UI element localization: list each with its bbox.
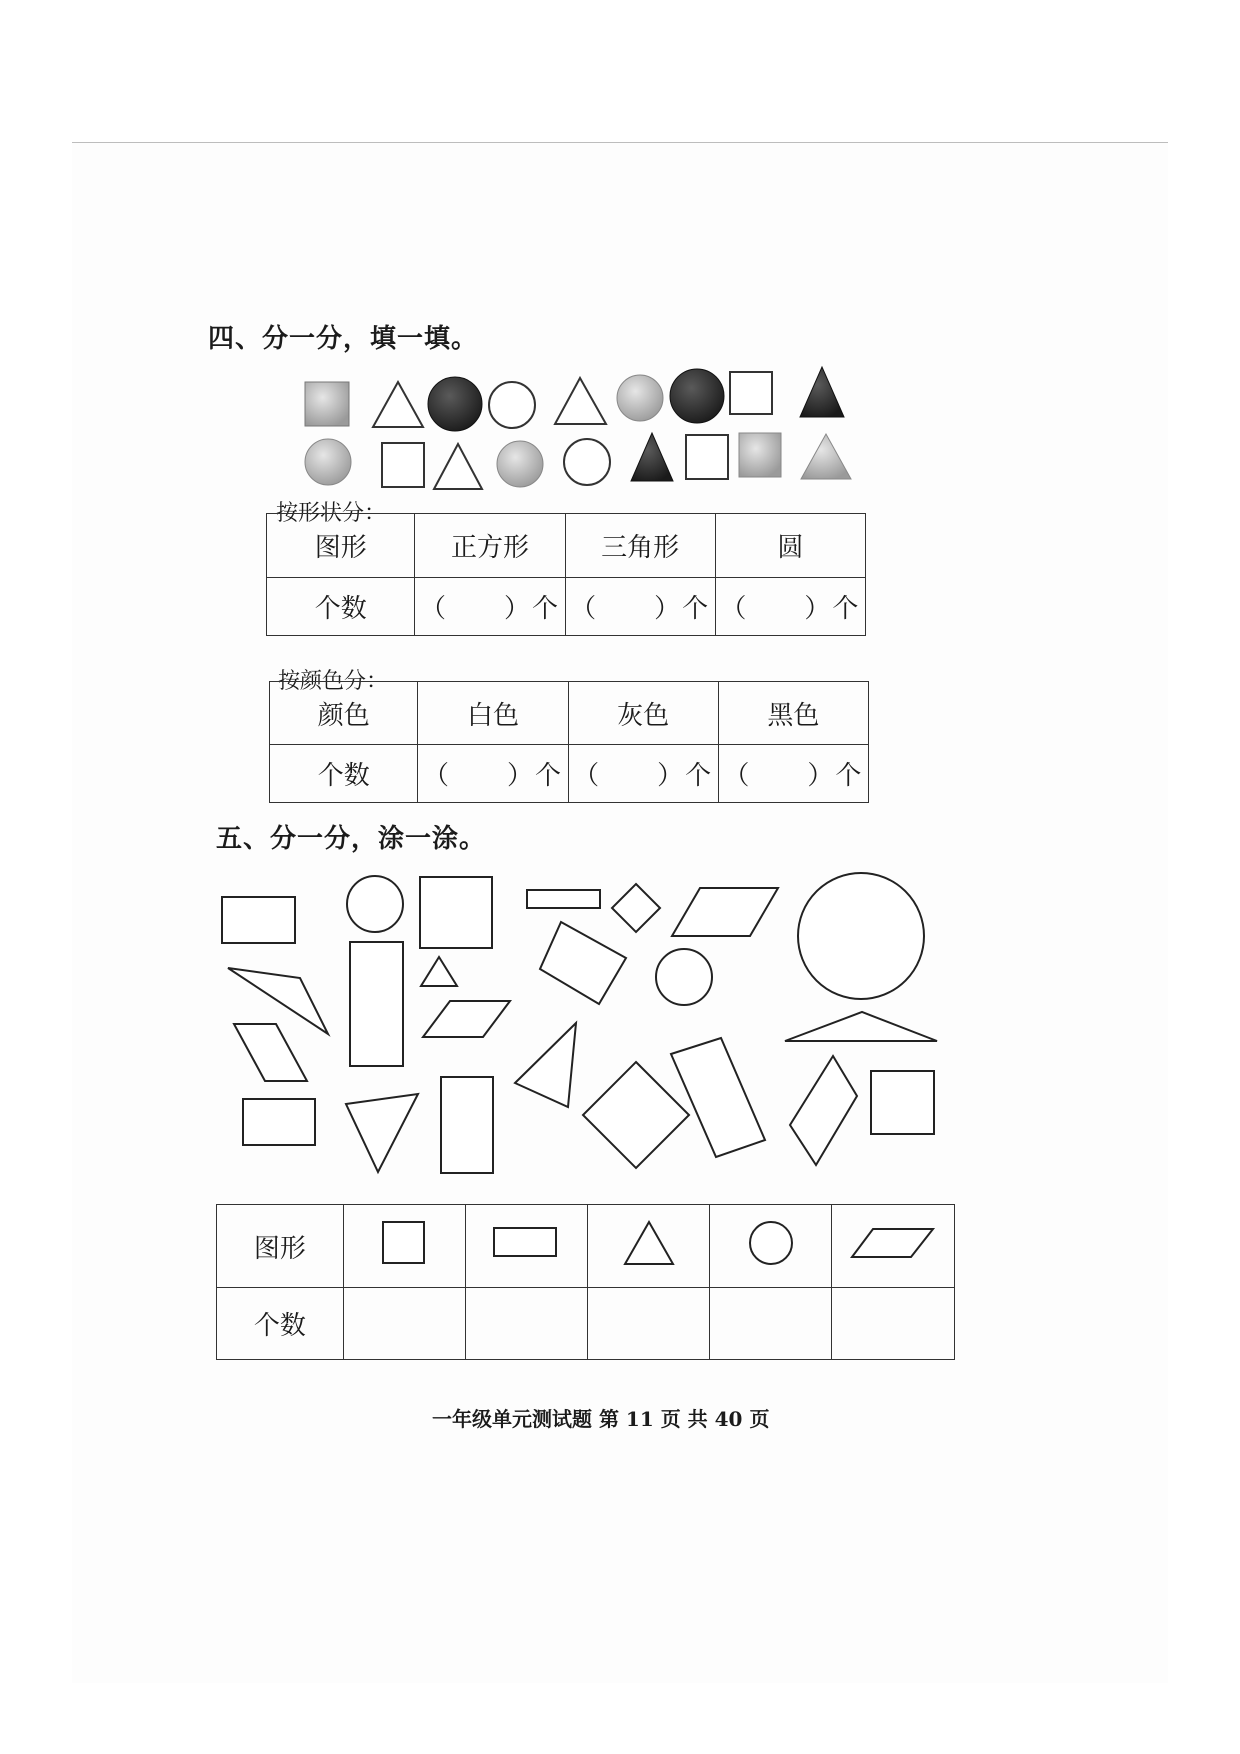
by-color-table: [269, 681, 869, 803]
triangle-icon: [421, 957, 457, 986]
by-color-label: 按颜色分：: [278, 669, 389, 694]
count-input-cell[interactable]: [832, 1288, 955, 1360]
table-header-cell: 白色: [418, 682, 568, 745]
square-icon: [612, 884, 660, 932]
circle-icon: [656, 949, 712, 1005]
gray-circle-icon: [305, 439, 351, 485]
table-header-cell: 圆: [715, 514, 865, 578]
answer-blank[interactable]: （ ）个: [565, 578, 715, 636]
answer-blank[interactable]: （ ）个: [718, 745, 868, 803]
gray-circle-icon: [497, 441, 543, 487]
black-triangle-icon: [800, 367, 844, 417]
triangle-icon: [515, 1023, 576, 1107]
answer-blank[interactable]: （ ）个: [418, 745, 568, 803]
table-header-cell: 黑色: [718, 682, 868, 745]
rectangle-icon: [441, 1077, 493, 1173]
rectangle-icon: [671, 1038, 765, 1157]
count-input-cell[interactable]: [710, 1288, 832, 1360]
white-triangle-icon: [434, 444, 482, 489]
answer-blank[interactable]: （ ）个: [715, 578, 865, 636]
triangle-icon: [785, 1012, 937, 1041]
square-icon: [420, 877, 492, 948]
rectangle-icon: [491, 1223, 561, 1263]
gray-square-icon: [305, 382, 349, 426]
rectangle-icon: [222, 897, 295, 943]
gray-square-icon: [739, 433, 781, 477]
count-row-label: 个数: [217, 1288, 344, 1360]
table-header-cell: 图形: [267, 514, 415, 578]
gray-circle-icon: [617, 375, 663, 421]
page-footer: 一年级单元测试题 第 11 页 共 40 页: [432, 1407, 770, 1431]
count-input-cell[interactable]: [588, 1288, 710, 1360]
white-triangle-icon: [555, 378, 606, 424]
shape-row-group: [0, 0, 1240, 560]
rectangle-icon: [350, 942, 403, 1066]
black-triangle-icon: [631, 433, 673, 481]
by-shape-table: [266, 513, 866, 636]
parallelogram-icon: [672, 888, 778, 936]
triangle-icon: [621, 1218, 677, 1268]
triangle-cell: [588, 1205, 710, 1288]
circle-icon: [746, 1218, 796, 1268]
section5-title: 五、分一分，涂一涂。: [216, 824, 487, 854]
table-header-cell: 正方形: [415, 514, 565, 578]
rectangle-icon: [243, 1099, 315, 1145]
rectangle-cell: [465, 1205, 587, 1288]
count-table: [216, 1204, 955, 1360]
black-circle-icon: [428, 377, 482, 431]
gray-triangle-icon: [801, 434, 851, 479]
table-header-cell: 颜色: [270, 682, 418, 745]
answer-blank[interactable]: （ ）个: [415, 578, 565, 636]
parallelogram-icon: [849, 1225, 937, 1261]
by-shape-label: 按形状分：: [276, 501, 387, 526]
square-icon: [583, 1062, 689, 1168]
white-square-icon: [382, 443, 424, 487]
square-icon: [871, 1071, 934, 1134]
shape-row-label: 图形: [217, 1205, 344, 1288]
parallelogram-cell: [832, 1205, 955, 1288]
white-triangle-icon: [373, 382, 423, 427]
black-circle-icon: [670, 369, 724, 423]
table-header-cell: 三角形: [565, 514, 715, 578]
count-input-cell[interactable]: [343, 1288, 465, 1360]
scattered-shapes: [0, 860, 1240, 1190]
square-cell: [343, 1205, 465, 1288]
square-icon: [379, 1218, 429, 1268]
circle-icon: [798, 873, 924, 999]
parallelogram-icon: [790, 1056, 857, 1165]
white-square-icon: [730, 372, 772, 414]
rectangle-icon: [527, 890, 600, 908]
answer-blank[interactable]: （ ）个: [568, 745, 718, 803]
circle-cell: [710, 1205, 832, 1288]
table-header-cell: 灰色: [568, 682, 718, 745]
parallelogram-icon: [423, 1001, 510, 1037]
white-circle-icon: [564, 439, 610, 485]
parallelogram-icon: [234, 1024, 307, 1081]
count-row-label: 个数: [267, 578, 415, 636]
rectangle-icon: [540, 922, 626, 1004]
section4-title: 四、分一分，填一填。: [208, 324, 479, 354]
count-input-cell[interactable]: [465, 1288, 587, 1360]
count-row-label: 个数: [270, 745, 418, 803]
white-square-icon: [686, 435, 728, 479]
circle-icon: [347, 876, 403, 932]
white-circle-icon: [489, 382, 535, 428]
triangle-icon: [346, 1094, 418, 1172]
